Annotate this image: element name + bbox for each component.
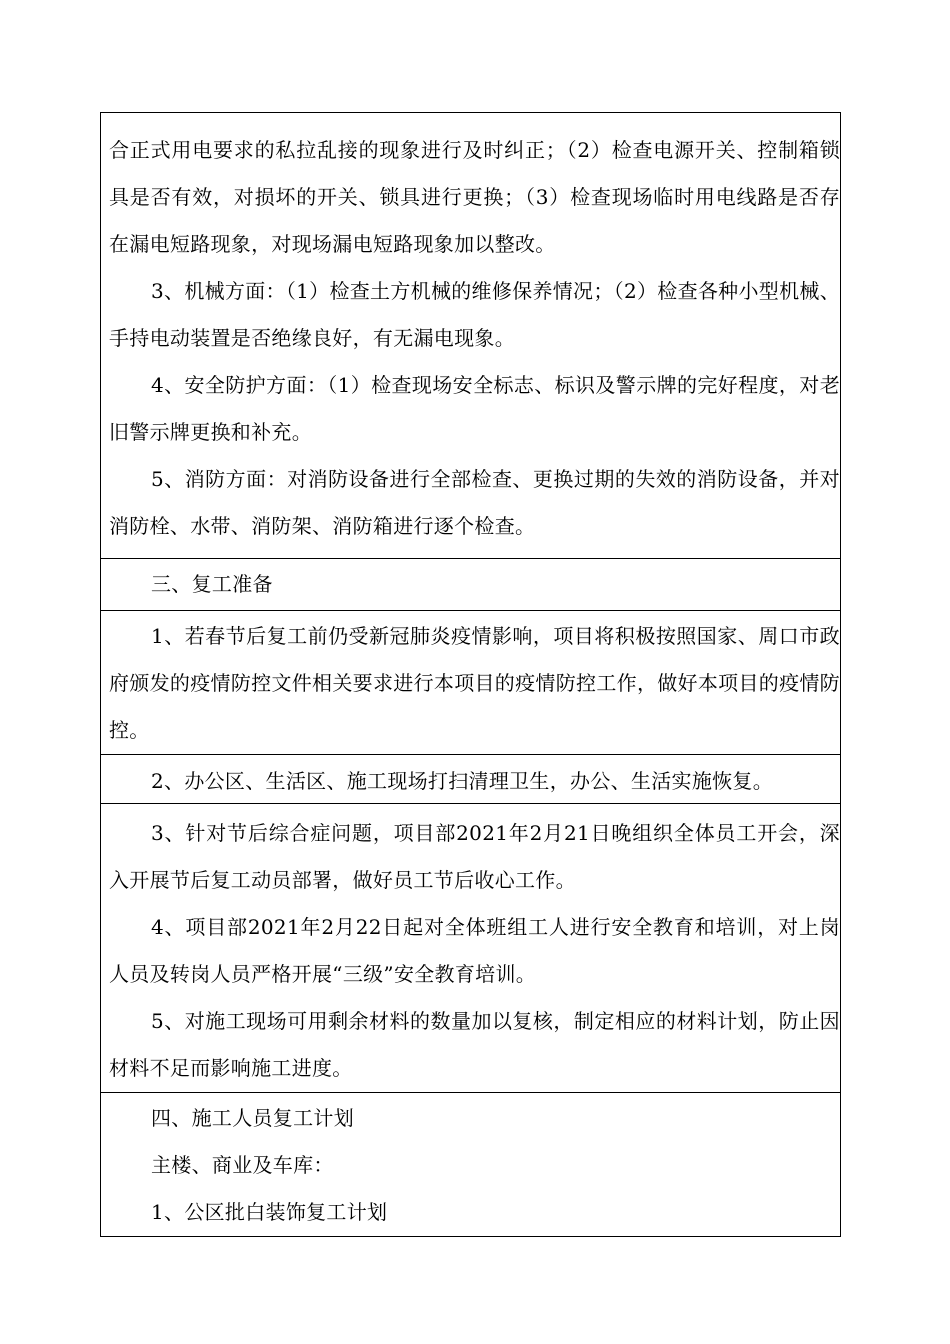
paragraph: 3、机械方面：（1）检查土方机械的维修保养情况；（2）检查各种小型机械、手持电动装置是否绝缘良好，有无漏电现象。 — [109, 279, 840, 350]
table-cell — [101, 755, 841, 804]
paragraph: 1、公区批白装饰复工计划 — [151, 1200, 388, 1224]
table-row — [101, 611, 841, 755]
paragraph: 4、项目部2021年2月22日起对全体班组工人进行安全教育和培训，对上岗人员及转岗人员严格开展“三级”安全教育培训。 — [109, 915, 840, 986]
paragraph: 3、针对节后综合症问题，项目部2021年2月21日晚组织全体员工开会，深入开展节后复工动员部署，做好员工节后收心工作。 — [109, 821, 840, 892]
paragraph: 1、若春节后复工前仍受新冠肺炎疫情影响，项目将积极按照国家、周口市政府颁发的疫情防控文件相关要求进行本项目的疫情防控工作，做好本项目的疫情防控。 — [109, 624, 840, 742]
table-row — [101, 804, 841, 1093]
paragraph: 5、消防方面：对消防设备进行全部检查、更换过期的失效的消防设备，并对消防栓、水带、消防架、消防箱进行逐个检查。 — [109, 467, 840, 538]
table-cell — [101, 113, 841, 559]
paragraph: 4、安全防护方面：（1）检查现场安全标志、标识及警示牌的完好程度，对老旧警示牌更换和补充。 — [109, 373, 840, 444]
table-cell — [101, 1093, 841, 1237]
table-cell — [101, 804, 841, 1093]
table-row — [101, 113, 841, 559]
section-heading: 三、复工准备 — [151, 572, 273, 596]
section-heading: 四、施工人员复工计划 — [151, 1106, 354, 1130]
table-row — [101, 1093, 841, 1237]
paragraph: 主楼、商业及车库： — [151, 1153, 334, 1177]
paragraph: 合正式用电要求的私拉乱接的现象进行及时纠正；（2）检查电源开关、控制箱锁具是否有效，对损坏的开关、锁具进行更换；（3）检查现场临时用电线路是否存在漏电短路现象，对现场漏电短路现象加以整改。 — [109, 138, 840, 256]
table-cell — [101, 559, 841, 611]
paragraph: 5、对施工现场可用剩余材料的数量加以复核，制定相应的材料计划，防止因材料不足而影响施工进度。 — [109, 1009, 840, 1080]
table-row — [101, 559, 841, 611]
table-row — [101, 755, 841, 804]
paragraph: 2、办公区、生活区、施工现场打扫清理卫生，办公、生活实施恢复。 — [151, 769, 774, 793]
table-cell — [101, 611, 841, 755]
document-table — [100, 112, 841, 1237]
